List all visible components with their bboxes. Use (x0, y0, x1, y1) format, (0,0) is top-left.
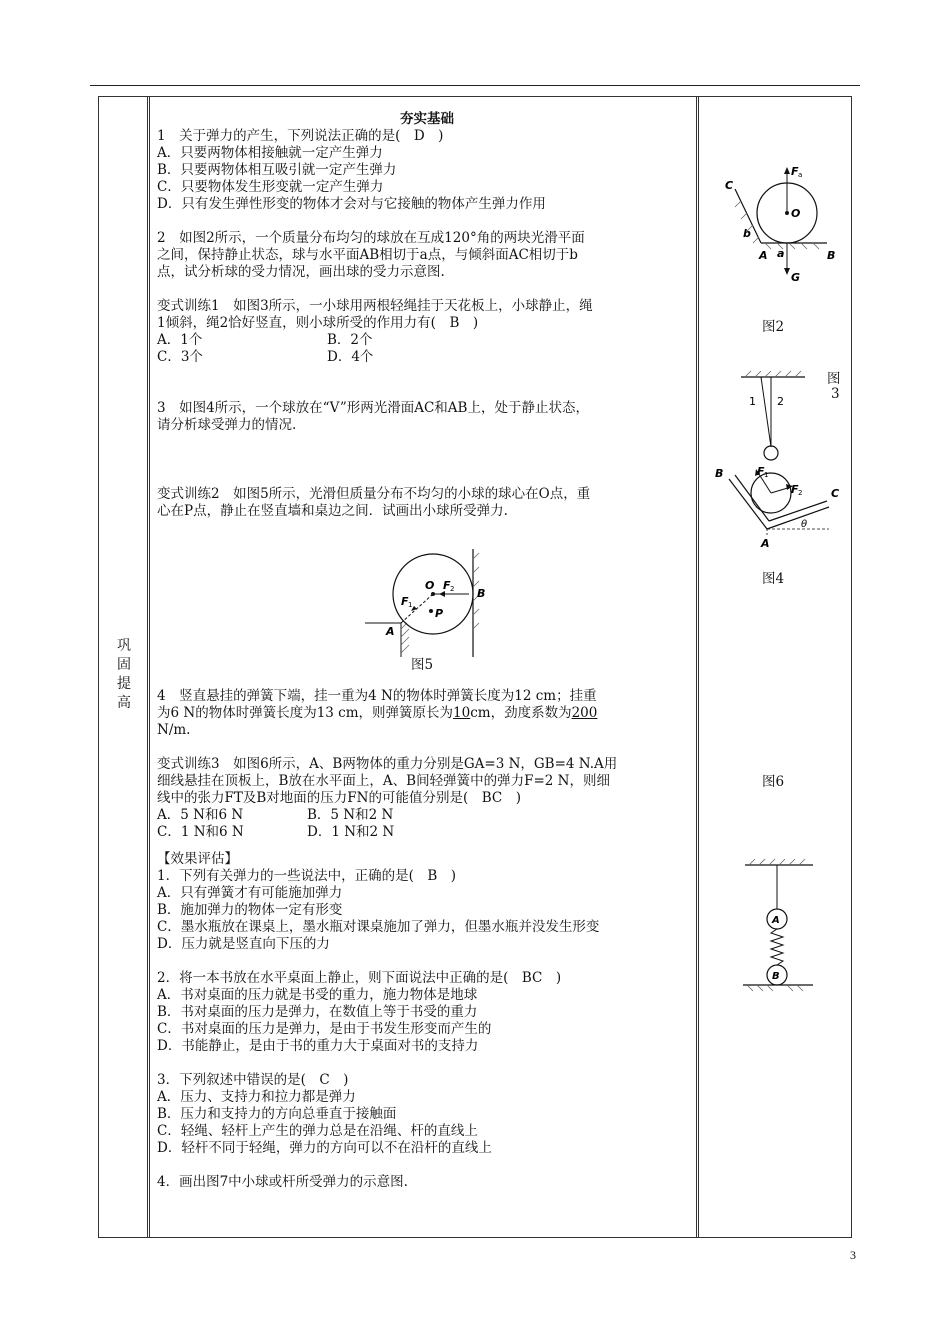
svg-text:2: 2 (450, 585, 455, 593)
e1-option: C．墨水瓶放在课桌上，墨水瓶对课桌施加了弹力，但墨水瓶并没发生形变 (157, 919, 600, 935)
svg-text:a: a (798, 171, 803, 179)
v3-option: A．5 N和6 N (157, 807, 244, 823)
e3-stem: 3．下列叙述中错误的是( C ) (157, 1072, 349, 1088)
figure-2 (715, 163, 843, 293)
svg-text:A: A (386, 625, 395, 638)
svg-text:B: B (715, 467, 724, 480)
svg-text:B: B (477, 587, 486, 600)
e1-stem: 1．下列有关弹力的一些说法中，正确的是( B ) (157, 868, 457, 884)
q2-text: 2 如图2所示，一个质量分布均匀的球放在互成120°角的两块光滑平面 (157, 230, 585, 246)
center-point-O (431, 592, 435, 596)
e2-option: B．书对桌面的压力是弹力，在数值上等于书受的重力 (157, 1004, 478, 1020)
figure-5 (361, 549, 501, 659)
svg-text:F: F (401, 595, 409, 608)
v1-option: D．4个 (327, 349, 374, 365)
e1-option: A．只有弹簧才有可能施加弹力 (157, 885, 343, 901)
svg-text:2: 2 (777, 395, 784, 408)
q3-text: 3 如图4所示，一个球放在“V”形两光滑面AC和AB上，处于静止状态， (157, 400, 589, 416)
header-rule (90, 85, 860, 86)
side-column (99, 97, 148, 1237)
column-divider-left (147, 97, 150, 1237)
e2-option: C．书对桌面的压力是弹力，是由于书发生形变而产生的 (157, 1021, 492, 1037)
q3-text: 请分析球受弹力的情况. (157, 417, 297, 433)
q4-line: 为6 N的物体时弹簧长度为13 cm，则弹簧原长为 (157, 705, 454, 721)
svg-text:A: A (761, 537, 770, 550)
q4-line: 4 竖直悬挂的弹簧下端，挂一重为4 N的物体时弹簧长度为12 cm；挂重 (157, 688, 597, 704)
q1-stem: 1 关于弹力的产生，下列说法正确的是( D ) (157, 128, 444, 144)
svg-text:O: O (791, 207, 801, 220)
svg-text:B: B (772, 971, 780, 982)
e2-option: D．书能静止，是由于书的重力大于桌面对书的支持力 (157, 1038, 479, 1054)
svg-text:2: 2 (798, 489, 803, 497)
content-table (98, 96, 852, 1238)
v3-option: D．1 N和2 N (307, 824, 395, 840)
svg-text:C: C (725, 179, 734, 192)
v3-text: 细线悬挂在顶板上，B放在水平面上，A、B间轻弹簧中的弹力F=2 N，则细 (157, 773, 610, 789)
caption-fig5: 图5 (411, 657, 434, 673)
e3-option: A．压力、支持力和拉力都是弹力 (157, 1089, 356, 1105)
e1-option: D．压力就是竖直向下压的力 (157, 936, 330, 952)
caption-fig4: 图4 (762, 571, 785, 587)
e3-option: D．轻杆不同于轻绳，弹力的方向可以不在沿杆的直线上 (157, 1140, 492, 1156)
section-title: 夯实基础 (400, 111, 454, 127)
e1-option: B．施加弹力的物体一定有形变 (157, 902, 343, 918)
q1-option: B．只要两物体相互吸引就一定产生弹力 (157, 162, 397, 178)
e4-text: 4．画出图7中小球或杆所受弹力的示意图. (157, 1174, 408, 1190)
svg-text:1: 1 (408, 601, 413, 609)
caption-fig3: 图 (827, 371, 841, 387)
svg-text:θ: θ (801, 519, 808, 530)
svg-text:1: 1 (764, 471, 769, 479)
v1-option: C．3个 (157, 349, 203, 365)
svg-text:G: G (791, 271, 801, 284)
svg-text:C: C (831, 487, 840, 500)
q1-option: D．只有发生弹性形变的物体才会对与它接触的物体产生弹力作用 (157, 196, 546, 212)
v1-text: 1倾斜，绳2恰好竖直，则小球所受的作用力有( B ) (157, 315, 479, 331)
svg-text:P: P (435, 607, 444, 620)
v2-text: 变式训练2 如图5所示，光滑但质量分布不均匀的小球的球心在O点，重 (157, 486, 591, 502)
q4-blank-k: 200 (571, 705, 598, 721)
caption-fig3: 3 (831, 386, 840, 402)
e3-option: B．压力和支持力的方向总垂直于接触面 (157, 1106, 397, 1122)
q1-option: A．只要两物体相接触就一定产生弹力 (157, 145, 383, 161)
eval-heading: 【效果评估】 (157, 851, 238, 867)
v1-option: A．1个 (157, 332, 203, 348)
v2-text: 心在P点，静止在竖直墙和桌边之间．试画出小球所受弹力. (157, 503, 508, 519)
svg-text:B: B (827, 249, 836, 262)
q4-blank-length: 10 (453, 705, 471, 721)
svg-text:A: A (772, 915, 780, 926)
q2-text: 点，试分析球的受力情况，画出球的受力示意图. (157, 264, 445, 280)
e3-option: C．轻绳、轻杆上产生的弹力总是在沿绳、杆的直线上 (157, 1123, 478, 1139)
v3-text: 线中的张力FT及B对地面的压力FN的可能值分别是( BC ) (157, 790, 522, 806)
figure-6 (739, 857, 819, 1007)
v3-text: 变式训练3 如图6所示，A、B两物体的重力分别是GA=3 N，GB=4 N.A用 (157, 756, 618, 772)
figure-4 (711, 463, 841, 553)
center-point-P (429, 609, 433, 613)
q4-line: N/m. (157, 722, 191, 738)
svg-text:O: O (425, 579, 435, 592)
v3-option: C．1 N和6 N (157, 824, 244, 840)
figure-3 (735, 369, 815, 469)
v3-option: B．5 N和2 N (307, 807, 394, 823)
q1-option: C．只要物体发生形变就一定产生弹力 (157, 179, 384, 195)
svg-text:F: F (791, 483, 799, 496)
caption-fig2: 图2 (762, 319, 785, 335)
caption-fig6: 图6 (762, 774, 785, 790)
svg-text:F: F (791, 165, 799, 178)
svg-text:F: F (757, 465, 765, 478)
svg-text:a: a (777, 247, 785, 260)
v1-option: B．2个 (327, 332, 373, 348)
e2-stem: 2．将一本书放在水平桌面上静止，则下面说法中正确的是( BC ) (157, 970, 562, 986)
q2-text: 之间，保持静止状态，球与水平面AB相切于a点，与倾斜面AC相切于b (157, 247, 578, 263)
q4-line: cm，劲度系数为 (470, 705, 572, 721)
section-label: 巩固提高 (117, 638, 131, 711)
svg-text:b: b (743, 227, 751, 240)
e2-option: A．书对桌面的压力就是书受的重力，施力物体是地球 (157, 987, 478, 1003)
v1-text: 变式训练1 如图3所示，一小球用两根轻绳挂于天花板上，小球静止，绳 (157, 298, 593, 314)
page-number: 3 (850, 1248, 856, 1262)
svg-text:F: F (443, 579, 451, 592)
svg-text:A: A (759, 249, 768, 262)
svg-text:1: 1 (749, 395, 756, 408)
